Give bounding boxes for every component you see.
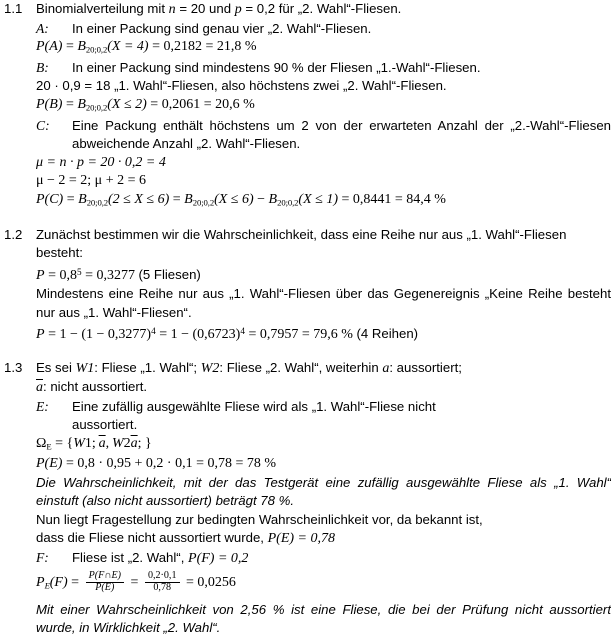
- def-pre: Es sei: [36, 359, 76, 375]
- event-label-C: C:: [36, 117, 50, 133]
- event-row-A: [36, 20, 611, 39]
- binomial-argument-1: (2 ≤ X ≤ 6): [108, 191, 170, 207]
- formula-P-row: $P = 0,8^5 = 0,3277$ (5 Fliesen): [36, 266, 201, 283]
- formula-P-C: $P(C) = B_{20;0,2}(2 \le X \le 6) = B_{20;0,2}(X \le 6) - B_{20;0,2}(X \le 1) = 0,8441 = 84,4$ %: [36, 191, 446, 208]
- bayes-numerator-2: 0,2·0,1: [145, 571, 180, 583]
- mu-rhs: = n · p = 20 · 0,2 = 4: [43, 154, 166, 170]
- binomial-argument-3: (X ≤ 1): [298, 191, 338, 207]
- formula-P2-lhs: P: [36, 327, 45, 343]
- formula-P-B-value: 0,2061: [161, 96, 201, 112]
- formula-P2-exponent-2: 4: [240, 326, 245, 337]
- formula-P-C-lhs: P(C): [36, 191, 64, 207]
- binomial-B-symbol: B: [268, 191, 278, 207]
- event-text-A: In einer Packung sind genau vier „2. Wahl“-Fliesen.: [72, 20, 372, 36]
- event-text-B: In einer Packung sind mindestens 90 % der Fliesen „1.-Wahl“-Fliesen.: [72, 59, 481, 75]
- bayes-lhs-P: P: [36, 575, 45, 591]
- formula-P-C-value: 0,8441: [352, 191, 392, 207]
- event-label-A: A:: [36, 20, 49, 36]
- binomial-subscript: 20;0,2: [85, 102, 108, 113]
- event-F-text-pre: Fliese ist „2. Wahl“,: [72, 549, 189, 565]
- event-text-E: Eine zufällig ausgewählte Fliese wird als „1. Wahl“-Fliese nicht: [72, 398, 436, 414]
- formula-P-exponent: 5: [76, 266, 82, 277]
- binomial-subscript: 20;0,2: [85, 44, 108, 55]
- symbol-n: n: [168, 2, 176, 17]
- formula-P-E-rhs: 0,8 · 0,95 + 0,2 · 0,1 = 0,78 = 78 %: [77, 456, 277, 472]
- intro-text-mid: = 20 und: [175, 1, 235, 16]
- def-mid-1: : Fliese „1. Wahl“;: [94, 359, 201, 375]
- omega-set-literal: {W1; $\overline{a}$, $W2\overline{a}$; }: [66, 435, 152, 451]
- formula-P-A-percent: 21,8 %: [216, 39, 257, 54]
- formula-P-A-value: 0,2182: [163, 39, 202, 54]
- note-B-calculation: 20 · 0,9 = 18 „1. Wahl“-Fliesen, also höchstens zwei „2. Wahl“-Fliesen.: [36, 78, 447, 94]
- task-1-3-definitions: [36, 359, 611, 379]
- conditional-intro-line-1: Nun liegt Fragestellung zur bedingten Wahrscheinlichkeit vor, da bekannt ist,: [36, 511, 483, 527]
- event-row-B: [36, 59, 611, 78]
- intro-text-pre: Binomialverteilung mit: [36, 1, 169, 16]
- binomial-B-symbol: B: [184, 191, 193, 207]
- formula-P-C-percent: 84,4 %: [406, 191, 446, 207]
- def-line-2-rest: : nicht aussortiert.: [43, 379, 148, 395]
- task-body-1-2: [36, 226, 611, 345]
- binomial-B-symbol: B: [78, 191, 87, 207]
- formula-mu-2: μ − 2 = 2; μ + 2 = 6: [36, 173, 146, 189]
- bayes-result-value: 0,0256: [197, 575, 236, 591]
- formula-P2-note: (4 Reihen): [356, 326, 419, 342]
- task-1-2-line-1: Zunächst bestimmen wir die Wahrscheinlichkeit, dass eine Reihe nur aus „1. Wahl“-Fliesen besteht:: [36, 226, 567, 261]
- symbol-p: p: [234, 2, 242, 17]
- binomial-argument: (X = 4): [107, 39, 149, 54]
- cond-line-2-pre: dass die Fliese nicht aussortiert wurde,: [36, 530, 268, 546]
- event-label-B: B:: [36, 59, 49, 75]
- section-spacer: [0, 212, 611, 226]
- formula-P-B: $P(B) = B_{20;0,2}(X \le 2) = 0,2061 = 20,6$ %: [36, 96, 255, 113]
- interpretation-note-1: Die Wahrscheinlichkeit, mit der das Testgerät eine zufällig ausgewählte Fliese als „1. Wahl“ einstuft (also nicht aussortiert) beträgt 78 %.: [36, 474, 611, 509]
- task-1-3-definitions-line-2: [36, 378, 611, 398]
- event-text-C: Eine Packung enthält höchstens um 2 von der erwarteten Anzahl der „2.-Wahl“-Fliesen abweichende Anzahl „2. Wahl“-Fliesen.: [72, 117, 611, 152]
- cond-line-2-math: P(E) = 0,78: [267, 531, 335, 547]
- conditional-intro-line-2: [36, 529, 611, 549]
- bayes-fraction-1: [86, 571, 124, 594]
- formula-P-complement: $P = 1 - (1 - 0,3277)^4 = 1 - (0,6723)^4 = 0,7957 = 79,6$ % (4 Reihen): [36, 326, 419, 343]
- formula-P2-term-2: 1 − (0,6723): [170, 327, 241, 343]
- symbol-a-bar: $\overline{a}$: [36, 380, 43, 396]
- formula-P-E-lhs: P(E): [36, 456, 63, 472]
- formula-bayes: $P_E(F)$ = $\frac{P(F\cap E)}{P(E)}$ = $\frac{0,2\cdot 0,1}{0,78}$ = 0,0256: [36, 570, 236, 594]
- bayes-denominator-1: P(E): [95, 582, 115, 594]
- task-body-1-1: [36, 0, 611, 212]
- formula-P2-percent: 79,6 %: [313, 327, 353, 343]
- task-block-1-2: [0, 226, 611, 345]
- formula-P-B-lhs: P(B): [36, 96, 63, 112]
- formula-P2-term-1: 1 − (1 − 0,3277): [59, 327, 152, 343]
- omega-symbol: Ω: [36, 435, 47, 451]
- interpretation-note-2: Mit einer Wahrscheinlichkeit von 2,56 % ist eine Fliese, die bei der Prüfung nicht aussortiert wurde, in Wirklichkeit „2. Wahl“.: [36, 601, 611, 636]
- task-number-1-3: 1.3: [4, 359, 23, 375]
- bayes-fraction-2: [145, 571, 180, 594]
- formula-P2-exponent-1: 4: [151, 326, 156, 337]
- bayes-numerator-1: P(F∩E): [86, 571, 124, 583]
- event-text-F: [72, 549, 611, 569]
- formula-P2-value: 0,7957: [259, 327, 299, 343]
- symbol-W1: W1: [75, 360, 95, 376]
- binomial-argument: (X ≤ 2): [107, 96, 147, 112]
- formula-P-value: 0,3277: [96, 267, 135, 283]
- binomial-subscript: 20;0,2: [86, 197, 109, 208]
- event-row-F: [36, 549, 611, 569]
- task-body-1-3: [36, 359, 611, 638]
- formula-P-A: $P(A) = B_{20;0,2}(X = 4) = 0,2182 = 21,8$ %: [36, 39, 257, 55]
- omega-subscript: E: [46, 440, 52, 451]
- omega-set-definition: $\Omega_E = \{W1$; $\overline{a}$, $W2\overline{a}$; }: [36, 435, 152, 451]
- binomial-argument-2: (X ≤ 6): [214, 191, 254, 207]
- formula-P-E: P(E) = 0,8 · 0,95 + 0,2 · 0,1 = 0,78 = 78 %: [36, 456, 277, 472]
- task-number-1-2: 1.2: [4, 226, 23, 242]
- binomial-B-symbol: B: [77, 39, 86, 54]
- bayes-lhs-argument: (F): [49, 575, 68, 591]
- bayes-lhs-subscript: E: [44, 580, 50, 591]
- formula-P-base: 0,8: [59, 267, 77, 283]
- binomial-B-symbol: B: [77, 96, 86, 112]
- formula-mu-1: [36, 154, 611, 173]
- event-F-math: P(F) = 0,2: [188, 550, 249, 566]
- def-end: : aussortiert;: [389, 359, 462, 375]
- symbol-W2: W2: [200, 360, 220, 376]
- task-block-1-3: [0, 359, 611, 638]
- def-mid-2: : Fliese „2. Wahl“, weiterhin: [219, 359, 383, 375]
- event-row-C: [36, 117, 611, 154]
- task-1-2-line-2: Mindestens eine Reihe nur aus „1. Wahl“-Fliesen über das Gegenereignis „Keine Reihe besteht nur aus „1. Wahl“-Fliesen“.: [36, 286, 611, 320]
- mu-symbol: μ: [36, 154, 44, 170]
- binomial-subscript: 20;0,2: [277, 197, 299, 208]
- bayes-denominator-2: 0,78: [153, 582, 172, 594]
- task-number-1-1: 1.1: [4, 1, 23, 16]
- event-label-F: F:: [36, 549, 49, 565]
- task-1-1-intro: [36, 0, 611, 20]
- event-text-E-continued: aussortiert.: [72, 417, 138, 433]
- task-block-1-1: [0, 0, 611, 212]
- formula-P-A-lhs: P(A): [36, 39, 63, 54]
- event-row-E: [36, 398, 611, 417]
- binomial-subscript: 20;0,2: [192, 197, 215, 208]
- formula-P-note: (5 Fliesen): [138, 266, 201, 282]
- event-label-E: E:: [36, 398, 49, 414]
- formula-P-lhs: P: [36, 267, 45, 283]
- formula-P-B-percent: 20,6 %: [215, 96, 255, 112]
- section-spacer: [0, 345, 611, 359]
- symbol-a: a: [382, 360, 390, 376]
- intro-text-end: = 0,2 für „2. Wahl“-Fliesen.: [241, 1, 402, 16]
